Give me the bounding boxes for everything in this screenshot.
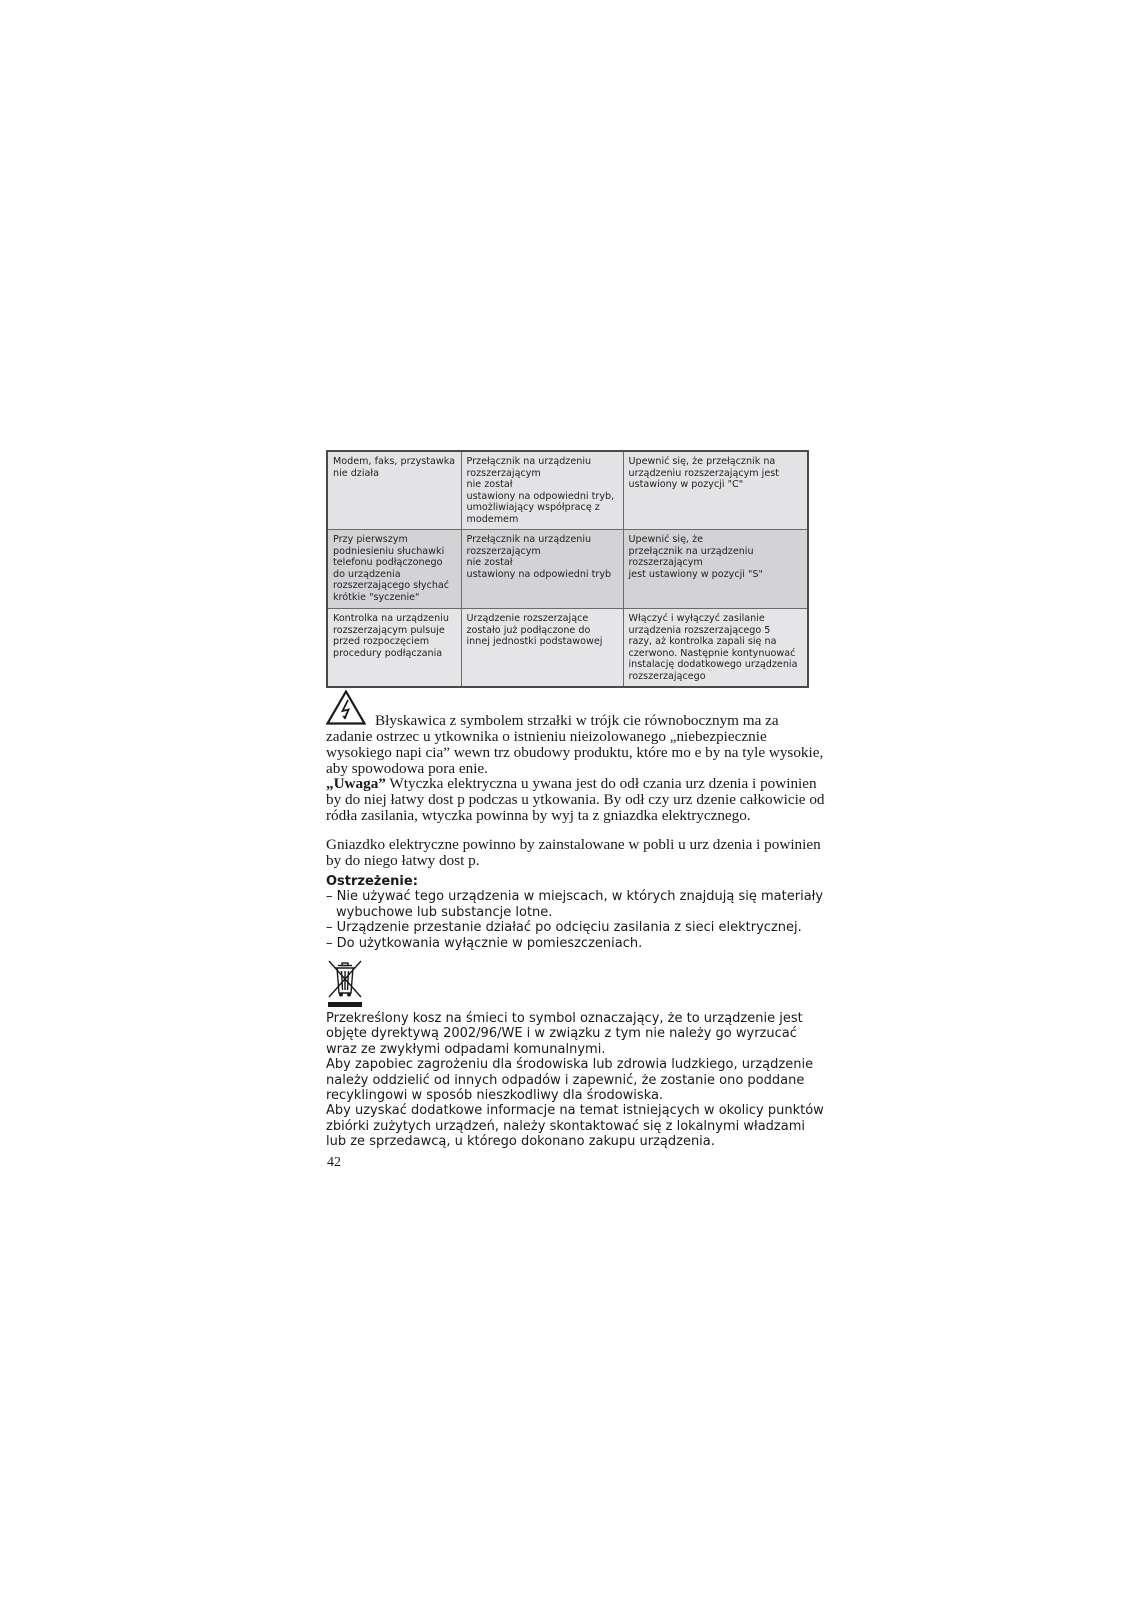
warning-item: – Do użytkowania wyłącznie w pomieszczeniach. — [326, 935, 643, 951]
table-row — [327, 609, 808, 688]
weee-paragraph: Aby uzyskać dodatkowe informacje na temat istniejących w okolicy punktów zbiórki zużytych urządzeń, należy skontaktować się z lokalnymi władzami lub ze sprzedawcą, u którego dokonano zakupu urządzenia. — [326, 1103, 824, 1150]
note-paragraph — [326, 776, 826, 824]
weee-disposal-text — [326, 1011, 826, 1150]
solution-cell: Upewnić się, że przełącznik na urządzeniu rozszerzającym jest ustawiony w pozycji "S" — [623, 530, 808, 609]
crossed-out-bin-icon — [327, 960, 363, 1008]
note-label: „Uwaga” — [326, 775, 386, 792]
socket-note: Gniazdko elektryczne powinno by zainstalowane w pobli u urz dzenia i powinien by do niego łatwy dost p. — [326, 836, 821, 869]
warning-heading: Ostrzeżenie: — [326, 874, 418, 889]
cause-cell: Przełącznik na urządzeniu rozszerzającym nie został ustawiony na odpowiedni tryb, umożliwiający współpracę z modemem — [461, 451, 623, 530]
lightning-warning-text: Błyskawica z symbolem strzałki w trójk cie równobocznym ma za zadanie ostrzec u ytkownika o istnieniu nieizolowanego „niebezpiecznie wysokiego napi cia” wewn trz obudowy produktu, które mo e by na tyle wysokie, aby spowodowa pora enie. — [326, 712, 824, 777]
weee-paragraph: Przekreślony kosz na śmieci to symbol oznaczający, że to urządzenie jest objęte dyrektywą 2002/96/WE i w związku z tym nie należy go wyrzucać wraz ze zwykłymi odpadami komunalnymi. — [326, 1011, 803, 1057]
note-text: Wtyczka elektryczna u ywana jest do odł czania urz dzenia i powinien by do niej łatwy dost p podczas u ytkowania. By odł czy urz dzenie całkowicie od ródła zasilania, wtyczka powinna by wyj ta z gniazdka elektrycznego. — [326, 775, 825, 824]
problem-cell: Kontrolka na urządzeniu rozszerzającym pulsuje przed rozpoczęciem procedury podłączania — [327, 609, 461, 688]
page-number: 42 — [327, 1155, 341, 1170]
solution-cell: Włączyć i wyłączyć zasilanie urządzenia rozszerzającego 5 razy, aż kontrolka zapali się na czerwono. Następnie kontynuować instalację dodatkowego urządzenia rozszerzającego — [623, 609, 808, 688]
solution-cell: Upewnić się, że przełącznik na urządzeniu rozszerzającym jest ustawiony w pozycji "C" — [623, 451, 808, 530]
cause-cell: Urządzenie rozszerzające zostało już podłączone do innej jednostki podstawowej — [461, 609, 623, 688]
weee-paragraph: Aby zapobiec zagrożeniu dla środowiska lub zdrowia ludzkiego, urządzenie należy oddzielić od innych odpadów i zapewnić, że zostanie ono poddane recyklingowi w sposób nieszkodliwy dla środowiska. — [326, 1057, 814, 1104]
troubleshooting-table — [326, 450, 809, 688]
problem-cell: Modem, faks, przystawka nie działa — [327, 451, 461, 530]
problem-cell: Przy pierwszym podniesieniu słuchawki telefonu podłączonego do urządzenia rozszerzającego słychać krótkie "syczenie" — [327, 530, 461, 609]
warning-list — [326, 874, 846, 951]
warning-item: – Urządzenie przestanie działać po odcięciu zasilania z sieci elektrycznej. — [326, 920, 802, 936]
warning-item: – Nie używać tego urządzenia w miejscach, w których znajdują się materiały wybuchowe lub substancje lotne. — [326, 889, 824, 920]
table-row — [327, 530, 808, 609]
cause-cell: Przełącznik na urządzeniu rozszerzającym nie został ustawiony na odpowiedni tryb — [461, 530, 623, 609]
table-row — [327, 451, 808, 530]
